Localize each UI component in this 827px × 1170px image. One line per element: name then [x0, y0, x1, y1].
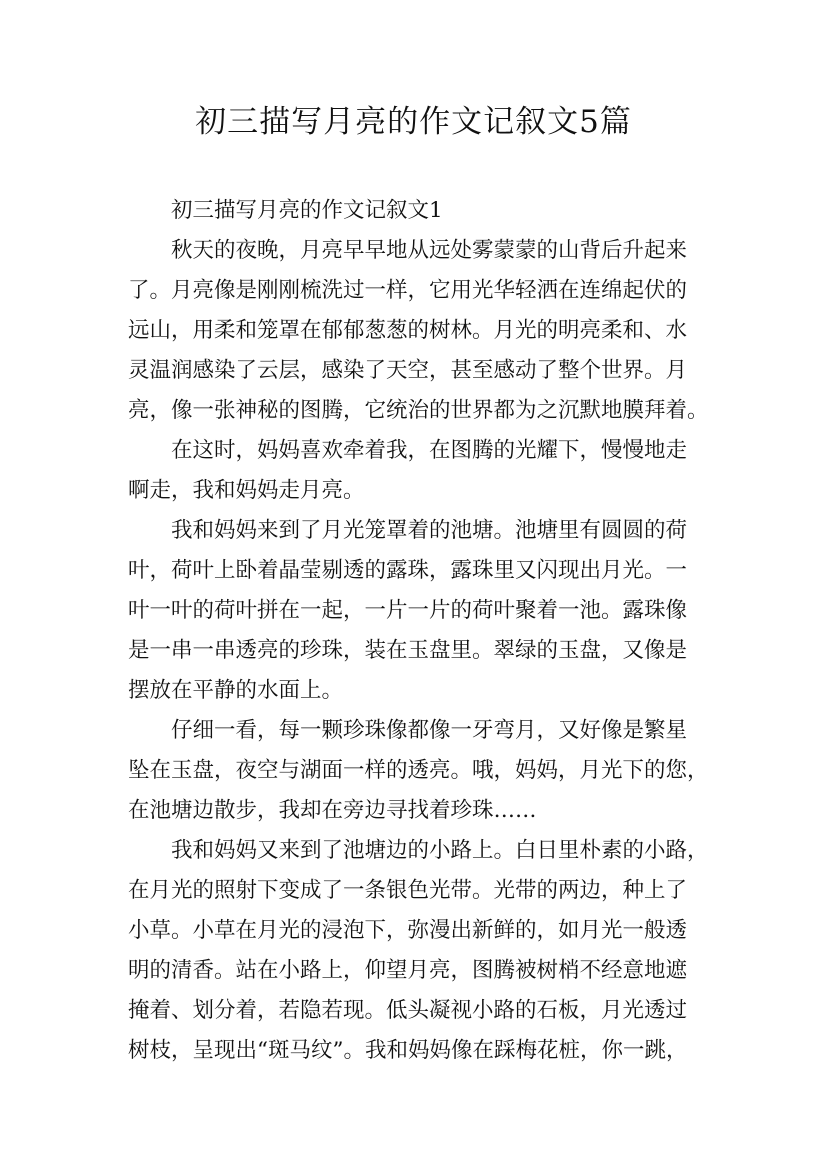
text-line: 是一串一串透亮的珍珠，装在玉盘里。翠绿的玉盘，又像是	[128, 638, 688, 663]
text-line: 了。月亮像是刚刚梳洗过一样，它用光华轻洒在连绵起伏的	[128, 278, 688, 303]
paragraph-5	[128, 831, 709, 1071]
paragraph-3	[128, 511, 704, 711]
text-line: 亮，像一张神秘的图腾，它统治的世界都为之沉默地膜拜着。	[128, 398, 709, 423]
document-body	[128, 191, 709, 1071]
text-line: 摆放在平静的水面上。	[128, 678, 344, 703]
text-line: 树枝，呈现出“斑马纹”。我和妈妈像在踩梅花桩，你一跳，	[128, 1038, 688, 1063]
document-title: 初三描写月亮的作文记叙文5篇	[195, 104, 632, 140]
subtitle-line: 初三描写月亮的作文记叙文1	[171, 198, 443, 223]
paragraph-1	[128, 231, 709, 431]
text-line: 我和妈妈来到了月光笼罩着的池塘。池塘里有圆圆的荷	[171, 518, 688, 543]
subtitle-paragraph	[128, 191, 704, 231]
text-line: 叶，荷叶上卧着晶莹剔透的露珠，露珠里又闪现出月光。一	[128, 558, 688, 583]
text-line: 明的清香。站在小路上，仰望月亮，图腾被树梢不经意地遮	[128, 958, 688, 983]
text-line: 在这时，妈妈喜欢牵着我，在图腾的光耀下，慢慢地走	[171, 438, 688, 463]
text-line: 灵温润感染了云层，感染了天空，甚至感动了整个世界。月	[128, 358, 688, 383]
paragraph-4	[128, 711, 709, 831]
text-line: 秋天的夜晚，月亮早早地从远处雾蒙蒙的山背后升起来	[171, 238, 688, 263]
text-line: 坠在玉盘，夜空与湖面一样的透亮。哦，妈妈，月光下的您，	[128, 758, 709, 783]
text-line: 掩着、划分着，若隐若现。低头凝视小路的石板，月光透过	[128, 998, 688, 1023]
text-line: 叶一叶的荷叶拼在一起，一片一片的荷叶聚着一池。露珠像	[128, 598, 688, 623]
text-line: 仔细一看，每一颗珍珠像都像一牙弯月，又好像是繁星	[171, 718, 688, 743]
text-line: 在月光的照射下变成了一条银色光带。光带的两边，种上了	[128, 878, 688, 903]
text-line: 远山，用柔和笼罩在郁郁葱葱的树林。月光的明亮柔和、水	[128, 318, 688, 343]
text-line: 小草。小草在月光的浸泡下，弥漫出新鲜的，如月光一般透	[128, 918, 688, 943]
text-line: 在池塘边散步，我却在旁边寻找着珍珠……	[128, 798, 537, 823]
text-line: 啊走，我和妈妈走月亮。	[128, 478, 365, 503]
text-line: 我和妈妈又来到了池塘边的小路上。白日里朴素的小路，	[171, 838, 709, 863]
paragraph-2	[128, 431, 704, 511]
